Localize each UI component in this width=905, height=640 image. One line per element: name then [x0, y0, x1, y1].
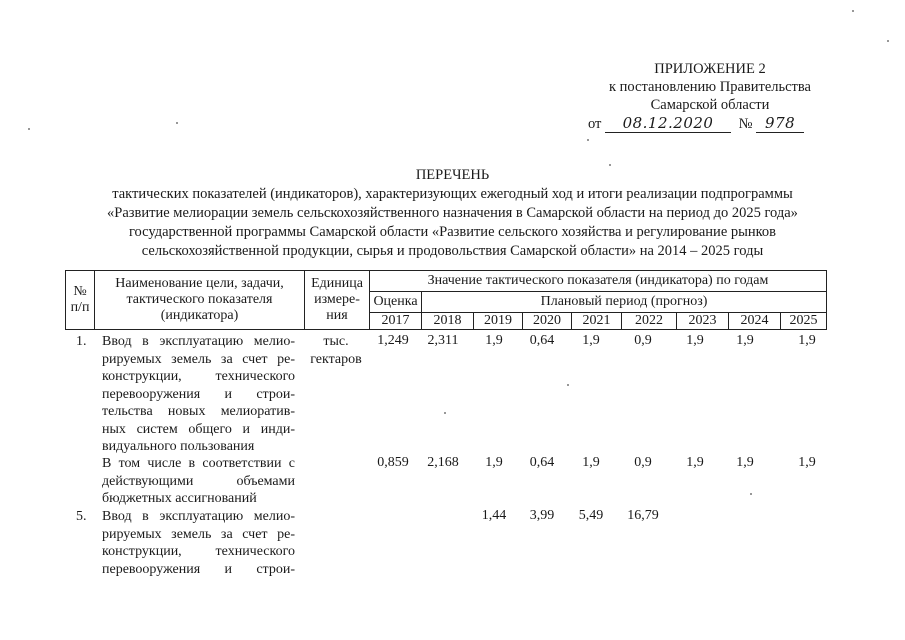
row-name-line: тельства новых мелиоратив-	[102, 404, 295, 419]
row-name-line: рируемых земель за счет ре-	[102, 351, 295, 367]
value-cell: 0,859	[377, 455, 409, 470]
decree-reference	[588, 114, 848, 133]
value-cell: 1,9	[736, 455, 754, 470]
header-estimate-cell: Оценка	[370, 292, 422, 313]
value-cell: 1,9	[798, 333, 816, 348]
scan-speck	[887, 40, 889, 42]
row-name	[102, 333, 295, 456]
value-cell: 1,9	[485, 333, 503, 348]
row-name-line: бюджетных ассигнований	[102, 491, 257, 506]
row-name-line: действующими объемами	[102, 473, 295, 489]
value-cell: 0,9	[634, 333, 652, 348]
value-cell: 1,9	[686, 333, 704, 348]
value-cell: 0,64	[529, 333, 555, 348]
value-cell: 1,249	[377, 333, 409, 348]
header-number-line-2: п/п	[70, 300, 90, 315]
value-cell: 1,9	[582, 333, 600, 348]
year-cell: 2021	[572, 313, 622, 330]
row-name-line: Ввод в эксплуатацию мелио-	[102, 509, 295, 524]
header-name-line-2: тактического показателя	[126, 292, 273, 307]
scan-speck	[567, 384, 569, 386]
heading-title: ПЕРЕЧЕНЬ	[415, 167, 490, 183]
year-cell: 2022	[622, 313, 677, 330]
year-cell: 2024	[729, 313, 781, 330]
row-name-line: конструкции, технического	[102, 544, 295, 559]
header-name-cell	[95, 271, 305, 330]
header-unit-cell	[305, 271, 370, 330]
year-cell: 2017	[370, 313, 422, 330]
value-cell: 1,9	[736, 333, 754, 348]
scan-speck	[176, 122, 178, 124]
row-name-line: ных систем общего и инди-	[102, 421, 295, 437]
row-unit-line-1: тыс.	[323, 334, 349, 349]
header-name-line-1: Наименование цели, задачи,	[115, 276, 284, 291]
value-cell: 5,49	[578, 508, 604, 523]
value-cell: 0,9	[634, 455, 652, 470]
year-cell: 2025	[781, 313, 827, 330]
value-cell: 2,168	[427, 455, 459, 470]
scan-speck	[852, 10, 854, 12]
appendix-line-1: к постановлению Правительства	[609, 79, 811, 95]
scan-speck	[587, 139, 589, 141]
row-name-line: рируемых земель за счет ре-	[102, 526, 295, 542]
document-heading	[0, 166, 905, 261]
scan-speck	[28, 128, 30, 130]
value-cell: 1,9	[686, 455, 704, 470]
value-cell: 1,9	[582, 455, 600, 470]
value-cell: 1,44	[481, 508, 507, 523]
value-cell: 16,79	[627, 508, 659, 523]
row-name-line: видуального пользования	[102, 439, 255, 454]
year-cell: 2018	[422, 313, 474, 330]
header-number-line-1: №	[73, 284, 87, 299]
appendix-block	[560, 60, 860, 114]
year-cell: 2019	[474, 313, 523, 330]
row-name-line: перевооружения и строи-	[102, 561, 295, 577]
header-unit-line-3: ния	[326, 308, 348, 323]
header-values-cell: Значение тактического показателя (индикатора) по годам	[370, 271, 827, 292]
appendix-title: ПРИЛОЖЕНИЕ 2	[654, 61, 766, 77]
row-name-line: перевооружения и строи-	[102, 386, 295, 402]
value-cell: 0,64	[529, 455, 555, 470]
heading-line-1: тактических показателей (индикаторов), характеризующих ежегодный ход и итоги реализации подпрограммы	[112, 186, 793, 202]
heading-line-4: сельскохозяйственной продукции, сырья и продовольствия Самарской области» на 2014 – 2025 годы	[141, 243, 764, 259]
row-unit	[306, 333, 366, 368]
handwritten-date: 08.12.2020	[605, 114, 731, 133]
appendix-line-2: Самарской области	[650, 97, 770, 113]
header-number-cell	[66, 271, 95, 330]
header-unit-line-1: Единица	[311, 276, 363, 291]
value-cell: 3,99	[529, 508, 555, 523]
heading-line-3: государственной программы Самарской области «Развитие сельского хозяйства и регулирование рынков	[128, 224, 777, 240]
header-name-line-3: (индикатора)	[160, 308, 239, 323]
heading-line-2: «Развитие мелиорации земель сельскохозяйственного назначения в Самарской области на период до 2025 года»	[107, 205, 798, 221]
row-name	[102, 455, 295, 508]
row-name-line: В том числе в соответствии с	[102, 456, 295, 471]
scan-speck	[609, 164, 611, 166]
value-cell: 1,9	[485, 455, 503, 470]
value-cell: 2,311	[427, 333, 459, 348]
row-name-line: Ввод в эксплуатацию мелио-	[102, 334, 295, 349]
year-cell: 2023	[677, 313, 729, 330]
number-label: №	[738, 116, 753, 132]
header-plan-cell: Плановый период (прогноз)	[422, 292, 827, 313]
header-unit-line-2: измере-	[314, 292, 360, 307]
row-number: 1.	[76, 334, 87, 349]
row-name-line: конструкции, технического	[102, 369, 295, 384]
handwritten-number: 978	[756, 114, 804, 133]
row-unit-line-2: гектаров	[310, 351, 362, 367]
row-name	[102, 508, 295, 578]
row-number: 5.	[76, 509, 87, 524]
scan-speck	[750, 493, 752, 495]
indicators-table-header	[65, 270, 827, 330]
from-label: от	[588, 116, 602, 132]
year-cell: 2020	[523, 313, 572, 330]
scan-speck	[444, 412, 446, 414]
value-cell: 1,9	[798, 455, 816, 470]
